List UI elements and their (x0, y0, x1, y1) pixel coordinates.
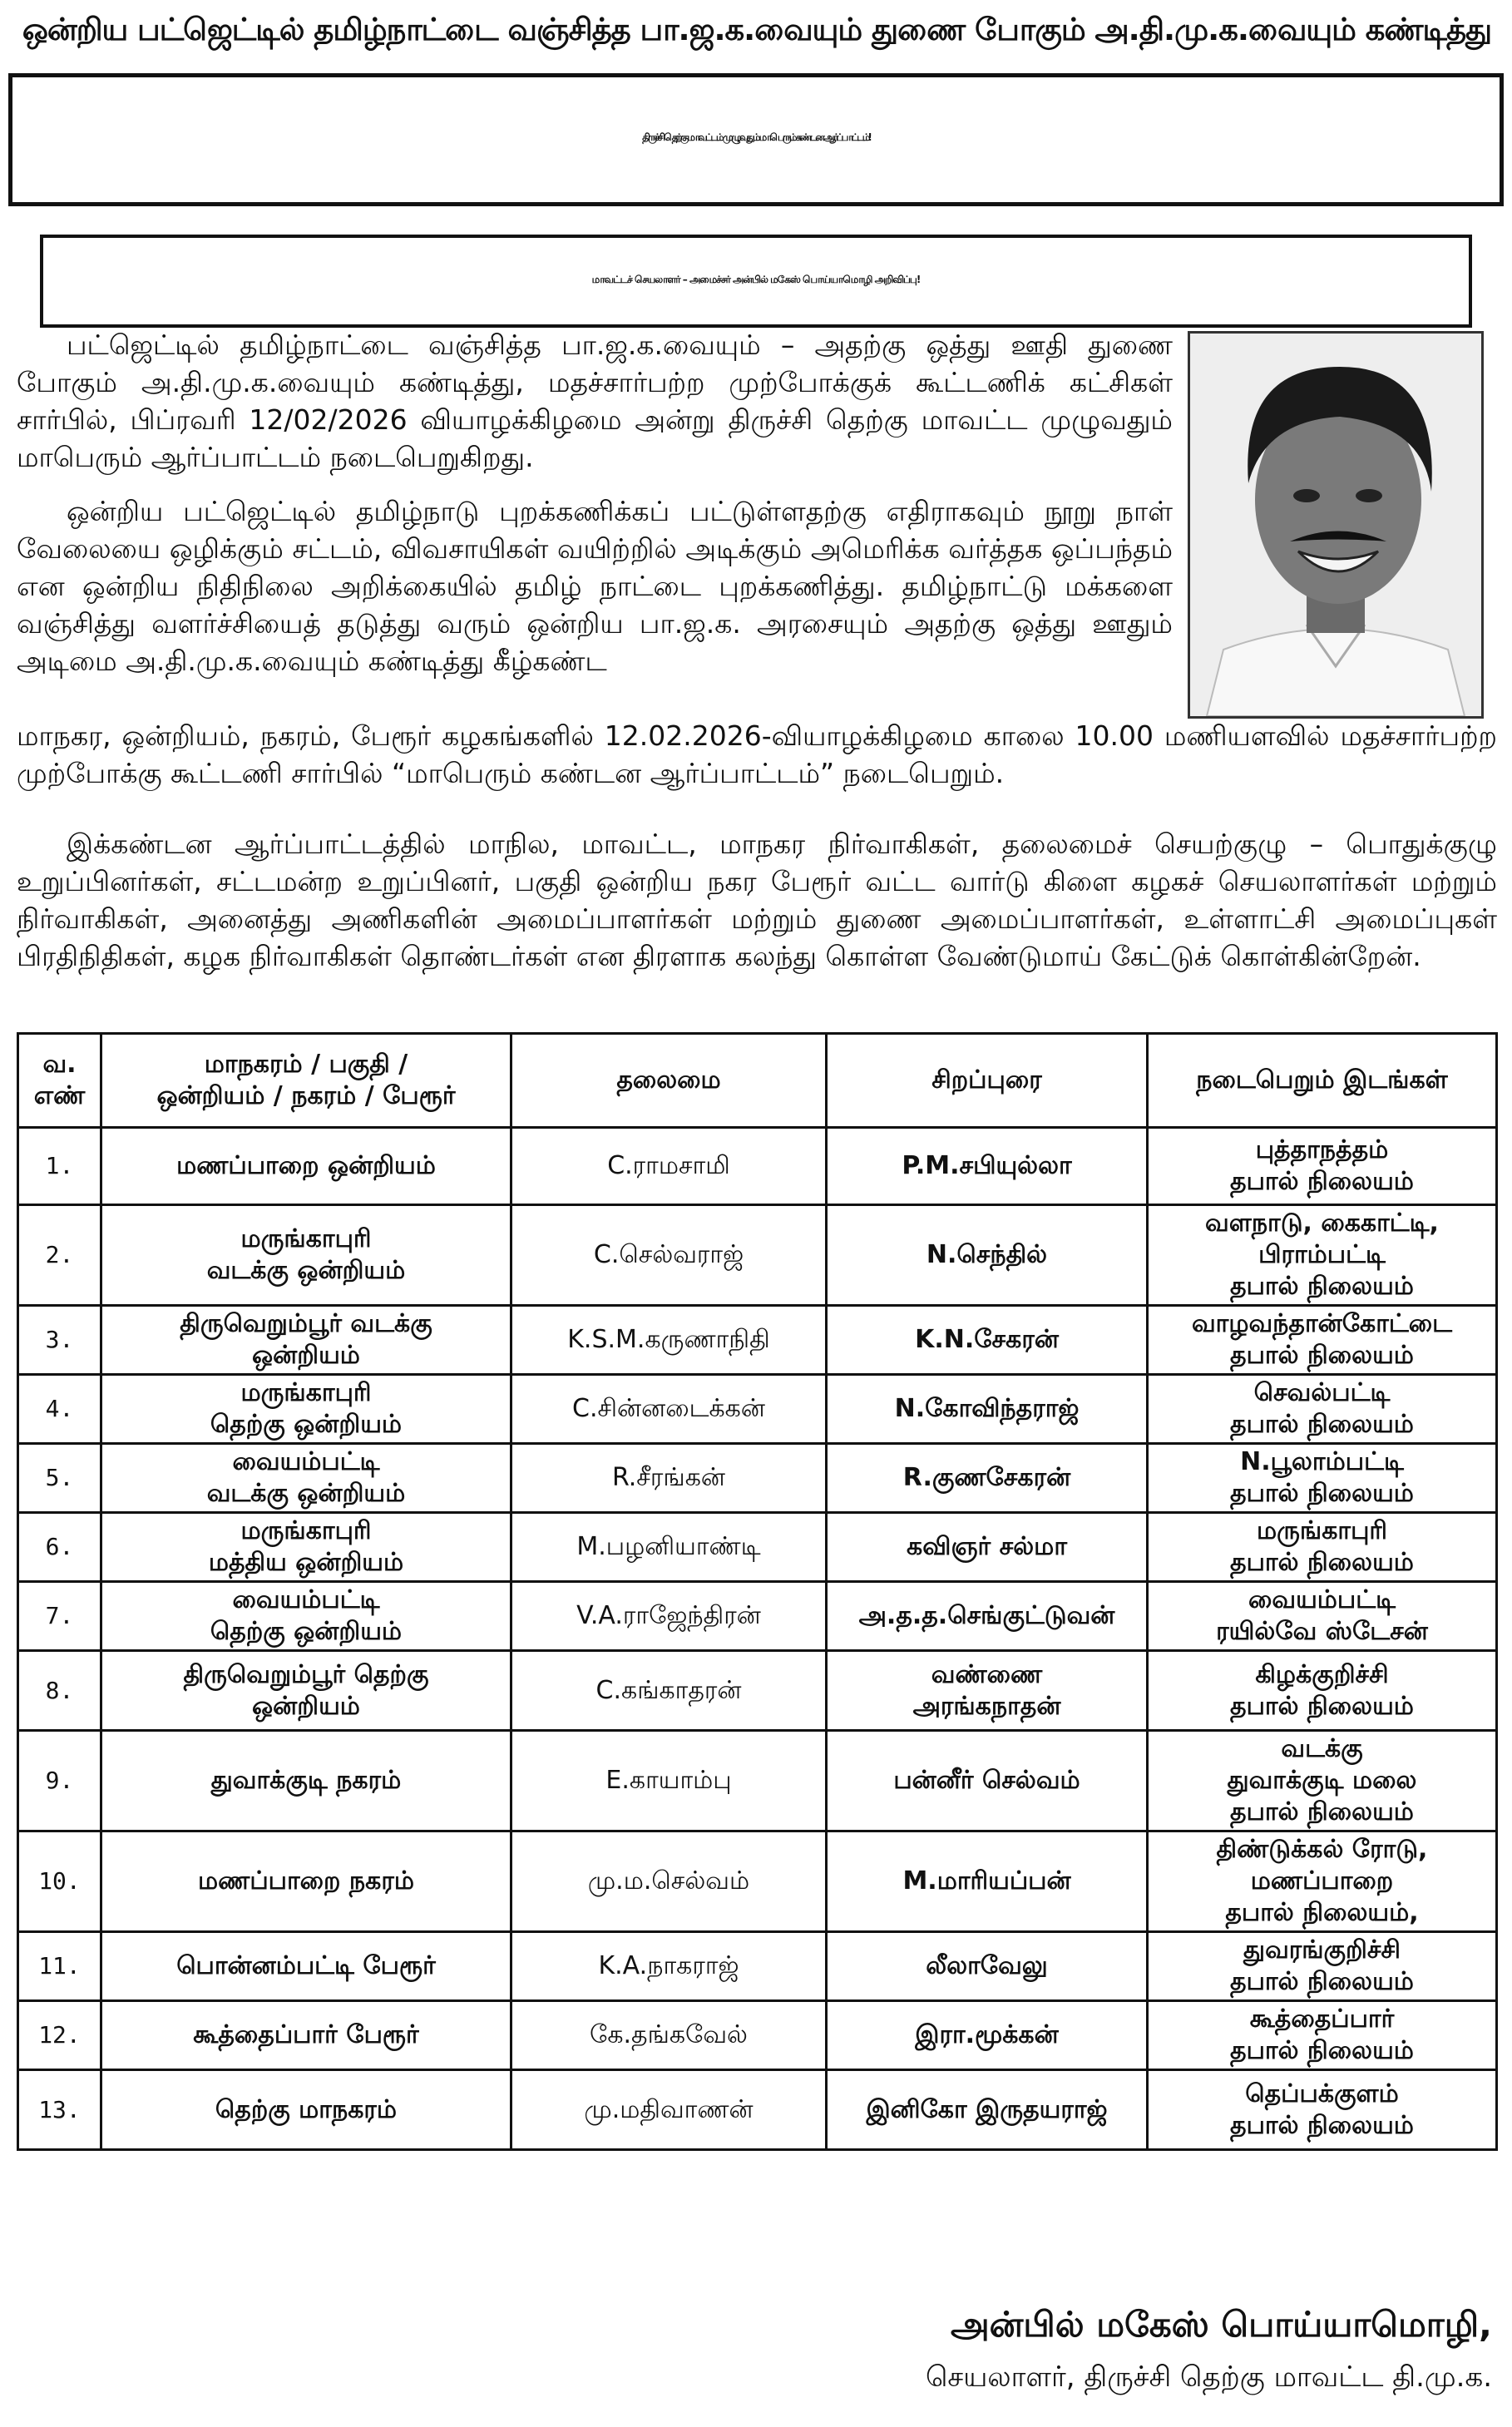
row-venue-line: தபால் நிலையம் (1230, 2036, 1414, 2065)
row-venue-line: ரயில்வே ஸ்டேசன் (1216, 1617, 1428, 1646)
row-venue-line: வையம்பட்டி (1248, 1585, 1396, 1614)
row-area (101, 1205, 511, 1306)
row-venue (1148, 1444, 1497, 1513)
header-speaker: சிறப்புரை (827, 1034, 1148, 1128)
header-venue: நடைபெறும் இடங்கள் (1148, 1034, 1497, 1128)
row-serial: 12. (18, 2001, 101, 2070)
row-area-line: ஒன்றியம் (252, 1341, 360, 1370)
table-row (18, 1513, 1497, 1582)
row-area-line: மருங்காபுரி (240, 1516, 372, 1545)
row-speaker-line: இனிகோ இருதயராஜ் (866, 2094, 1108, 2124)
row-venue-line: தபால் நிலையம், (1225, 1898, 1419, 1927)
row-venue (1148, 1651, 1497, 1731)
table-row (18, 2001, 1497, 2070)
row-speaker-line: லீலாவேலு (926, 1951, 1048, 1980)
row-speaker-line: R.குணசேகரன் (902, 1463, 1071, 1492)
reason-paragraph (17, 492, 1173, 680)
row-area-line: மருங்காபுரி (240, 1224, 372, 1253)
row-speaker (827, 1128, 1148, 1205)
row-area-line: வடக்கு ஒன்றியம் (206, 1479, 406, 1508)
row-venue-line: மருங்காபுரி (1256, 1516, 1387, 1545)
row-area (101, 2070, 511, 2150)
row-area (101, 1831, 511, 1932)
row-area-line: மருங்காபுரி (240, 1378, 372, 1407)
table-row (18, 1444, 1497, 1513)
row-area (101, 1375, 511, 1444)
row-venue-line: N.பூலாம்பட்டி (1240, 1447, 1404, 1476)
row-speaker-line: இரா.மூக்கன் (915, 2020, 1059, 2049)
row-speaker-line: N.செந்தில் (926, 1240, 1048, 1269)
row-area-line: மணப்பாறை நகரம் (198, 1866, 414, 1896)
row-venue (1148, 1205, 1497, 1306)
row-speaker (827, 2070, 1148, 2150)
row-venue-line: தபால் நிலையம் (1230, 1479, 1414, 1508)
row-venue-line: துவாக்குடி மலை (1227, 1766, 1417, 1795)
row-area (101, 1731, 511, 1831)
row-venue (1148, 1513, 1497, 1582)
row-area-line: வையம்பட்டி (232, 1447, 380, 1476)
row-venue-line: திண்டுக்கல் ரோடு, (1216, 1835, 1428, 1864)
intro-paragraph (17, 326, 1173, 476)
row-speaker-line: வண்ணை (931, 1659, 1043, 1689)
row-serial: 5. (18, 1444, 101, 1513)
row-area-line: மத்திய ஒன்றியம் (208, 1548, 404, 1577)
row-venue-line: மணப்பாறை (1250, 1866, 1394, 1896)
row-serial: 11. (18, 1932, 101, 2001)
row-speaker-line: M.மாரியப்பன் (902, 1866, 1071, 1896)
row-area-line: கூத்தைப்பார் பேரூர் (193, 2020, 419, 2049)
row-serial: 7. (18, 1582, 101, 1651)
row-area (101, 1582, 511, 1651)
row-speaker (827, 1831, 1148, 1932)
row-serial: 6. (18, 1513, 101, 1582)
row-venue-line: கிழக்குறிச்சி (1255, 1659, 1389, 1689)
row-area (101, 1513, 511, 1582)
intro-paragraph-text: பட்ஜெட்டில் தமிழ்நாட்டை வஞ்சித்த பா.ஜ.க.வையும் – அதற்கு ஒத்து ஊதி துணை போகும் அ.தி.மு.க.வையும் கண்டித்து, மதச்சார்பற்ற முற்போக்குக் கூட்டணிக் கட்சிகள் சார்பில், பிப்ரவரி 12/02/2026 வியாழக்கிழமை அன்று திருச்சி தெற்கு மாவட்ட முழுவதும் மாபெரும் ஆர்ப்பாட்டம் நடைபெறுகிறது. (17, 329, 1173, 473)
table-row (18, 1731, 1497, 1831)
table-row (18, 1932, 1497, 2001)
header-leader: தலைமை (511, 1034, 827, 1128)
row-venue-line: கூத்தைப்பார் (1249, 2004, 1395, 2034)
row-speaker (827, 1651, 1148, 1731)
row-venue-line: தபால் நிலையம் (1230, 1691, 1414, 1721)
row-venue (1148, 1831, 1497, 1932)
row-area-line: தெற்கு மாநகரம் (215, 2094, 398, 2124)
signatory-role: செயலாளர், திருச்சி தெற்கு மாவட்ட தி.மு.க. (925, 2360, 1492, 2394)
row-speaker (827, 1205, 1148, 1306)
row-leader: V.A.ராஜேந்திரன் (511, 1582, 827, 1651)
row-leader: கே.தங்கவேல் (511, 2001, 827, 2070)
row-speaker (827, 1932, 1148, 2001)
row-venue-line: தெப்பக்குளம் (1245, 2079, 1399, 2108)
row-venue-line: தபால் நிலையம் (1230, 2110, 1414, 2140)
row-leader: மு.மதிவாணன் (511, 2070, 827, 2150)
row-venue (1148, 1582, 1497, 1651)
row-venue-line: தபால் நிலையம் (1230, 1967, 1414, 1996)
row-area-line: ஒன்றியம் (252, 1691, 360, 1721)
row-leader: C.செல்வராஜ் (511, 1205, 827, 1306)
row-leader: C.ராமசாமி (511, 1128, 827, 1205)
row-area-line: வடக்கு ஒன்றியம் (206, 1256, 406, 1285)
row-venue-line: தபால் நிலையம் (1230, 1341, 1414, 1370)
row-speaker-line: பன்னீர் செல்வம் (893, 1766, 1080, 1795)
headline: திருச்சி தெற்கு மாவட்டம் முழுவதும் மாபெரும் கண்டன ஆர்ப்பாட்டம்! (8, 73, 1504, 206)
portrait-illustration (1190, 334, 1481, 716)
row-area-line: தெற்கு ஒன்றியம் (210, 1410, 403, 1439)
row-venue (1148, 2001, 1497, 2070)
row-venue-line: தபால் நிலையம் (1230, 1272, 1414, 1301)
row-area-line: பொன்னம்பட்டி பேரூர் (176, 1951, 436, 1980)
row-area-line: திருவெறும்பூர் வடக்கு (180, 1309, 432, 1338)
row-leader: மு.ம.செல்வம் (511, 1831, 827, 1932)
row-speaker (827, 1513, 1148, 1582)
row-venue-line: வடக்கு (1281, 1734, 1363, 1763)
table-row (18, 1128, 1497, 1205)
header-serial: வ. எண் (18, 1034, 101, 1128)
row-speaker-line: அரங்கநாதன் (912, 1691, 1061, 1721)
row-venue (1148, 1731, 1497, 1831)
table-row (18, 1651, 1497, 1731)
row-speaker (827, 1306, 1148, 1375)
row-venue-line: தபால் நிலையம் (1230, 1410, 1414, 1439)
row-serial: 4. (18, 1375, 101, 1444)
row-area-line: வையம்பட்டி (232, 1585, 380, 1614)
row-speaker (827, 1444, 1148, 1513)
schedule-paragraph: மாநகர, ஒன்றியம், நகரம், பேரூர் கழகங்களில் 12.02.2026-வியாழக்கிழமை காலை 10.00 மணியளவில் மதச்சார்பற்ற முற்போக்கு கூட்டணி சார்பில் “மாபெரும் கண்டன ஆர்ப்பாட்டம்” நடைபெறும். (17, 719, 1497, 789)
row-serial: 13. (18, 2070, 101, 2150)
top-banner-line: ஒன்றிய பட்ஜெட்டில் தமிழ்நாட்டை வஞ்சித்த பா.ஜ.க.வையும் துணை போகும் அ.தி.மு.க.வையும் கண்டித்து (22, 12, 1492, 47)
invitation-paragraph (17, 825, 1497, 975)
row-venue-line: தபால் நிலையம் (1230, 1797, 1414, 1826)
row-serial: 2. (18, 1205, 101, 1306)
row-area-line: துவாக்குடி நகரம் (210, 1766, 402, 1795)
row-serial: 3. (18, 1306, 101, 1375)
row-leader: K.A.நாகராஜ் (511, 1932, 827, 2001)
row-area (101, 1651, 511, 1731)
table-row (18, 1205, 1497, 1306)
row-venue-line: செவல்பட்டி (1253, 1378, 1391, 1407)
row-leader: C.சின்னடைக்கன் (511, 1375, 827, 1444)
row-venue-line: தபால் நிலையம் (1230, 1167, 1414, 1196)
row-leader: R.சீரங்கன் (511, 1444, 827, 1513)
row-leader: M.பழனியாண்டி (511, 1513, 827, 1582)
row-venue (1148, 1932, 1497, 2001)
row-venue-line: வாழவந்தான்கோட்டை (1191, 1309, 1453, 1338)
row-venue-line: துவரங்குறிச்சி (1243, 1935, 1401, 1965)
row-venue-line: தபால் நிலையம் (1230, 1548, 1414, 1577)
row-venue-line: புத்தாநத்தம் (1255, 1135, 1389, 1164)
row-venue (1148, 2070, 1497, 2150)
table-row (18, 1306, 1497, 1375)
row-area-line: தெற்கு ஒன்றியம் (210, 1617, 403, 1646)
subheadline: மாவட்டச் செயலாளர் – அமைச்சர் அன்பில் மகேஸ் பொய்யாமொழி அறிவிப்பு! (40, 235, 1472, 328)
row-area (101, 1128, 511, 1205)
row-venue-line: வளநாடு, கைகாட்டி, (1205, 1209, 1439, 1238)
row-area-line: மணப்பாறை ஒன்றியம் (176, 1151, 436, 1180)
row-serial: 9. (18, 1731, 101, 1831)
invitation-paragraph-text: இக்கண்டன ஆர்ப்பாட்டத்தில் மாநில, மாவட்ட, மாநகர நிர்வாகிகள், தலைமைச் செயற்குழு – பொதுக்குழு உறுப்பினர்கள், சட்டமன்ற உறுப்பினர், பகுதி ஒன்றிய நகர பேரூர் வட்ட வார்டு கிளை கழகச் செயலாளர்கள் மற்றும் நிர்வாகிகள், அனைத்து அணிகளின் அமைப்பாளர்கள் மற்றும் துணை அமைப்பாளர்கள், உள்ளாட்சி அமைப்புகள் பிரதிநிதிகள், கழக நிர்வாகிகள் தொண்டர்கள் என திரளாக கலந்து கொள்ள வேண்டுமாய் கேட்டுக் கொள்கின்றேன். (17, 828, 1497, 972)
table-row (18, 1831, 1497, 1932)
row-speaker (827, 1582, 1148, 1651)
row-speaker (827, 2001, 1148, 2070)
row-leader: C.கங்காதரன் (511, 1651, 827, 1731)
row-area (101, 2001, 511, 2070)
row-area (101, 1306, 511, 1375)
row-venue (1148, 1375, 1497, 1444)
table-row (18, 2070, 1497, 2150)
row-venue (1148, 1306, 1497, 1375)
row-serial: 10. (18, 1831, 101, 1932)
reason-paragraph-text: ஒன்றிய பட்ஜெட்டில் தமிழ்நாடு புறக்கணிக்கப் பட்டுள்ளதற்கு எதிராகவும் நூறு நாள் வேலையை ஒழிக்கும் சட்டம், விவசாயிகள் வயிற்றில் அடிக்கும் அமெரிக்க வர்த்தக ஒப்பந்தம் என ஒன்றிய நிதிநிலை அறிக்கையில் தமிழ் நாட்டை புறக்கணித்து. தமிழ்நாட்டு மக்களை வஞ்சித்து வளர்ச்சியைத் தடுத்து வரும் ஒன்றிய பா.ஜ.க. அரசையும் அதற்கு ஒத்து ஊதும் அடிமை அ.தி.மு.க.வையும் கண்டித்து கீழ்கண்ட (17, 495, 1173, 677)
row-speaker (827, 1731, 1148, 1831)
portrait-photo (1188, 331, 1484, 719)
row-speaker (827, 1375, 1148, 1444)
row-speaker-line: K.N.சேகரன் (915, 1325, 1059, 1354)
row-venue (1148, 1128, 1497, 1205)
row-speaker-line: அ.த.த.செங்குட்டுவன் (858, 1601, 1115, 1630)
row-serial: 8. (18, 1651, 101, 1731)
row-area-line: திருவெறும்பூர் தெற்கு (183, 1659, 429, 1689)
row-leader: K.S.M.கருணாநிதி (511, 1306, 827, 1375)
row-speaker-line: N.கோவிந்தராஜ் (894, 1394, 1080, 1423)
row-serial: 1. (18, 1128, 101, 1205)
row-leader: E.காயாம்பு (511, 1731, 827, 1831)
protest-schedule-table (17, 1032, 1498, 2151)
row-area (101, 1932, 511, 2001)
header-area: மாநகரம் / பகுதி / ஒன்றியம் / நகரம் / பேரூர் (101, 1034, 511, 1128)
row-speaker-line: P.M.சபியுல்லா (902, 1151, 1072, 1180)
signatory-name: அன்பில் மகேஸ் பொய்யாமொழி, (951, 2304, 1492, 2345)
table-row (18, 1375, 1497, 1444)
row-area (101, 1444, 511, 1513)
table-header-row (18, 1034, 1497, 1128)
row-venue-line: பிராம்பட்டி (1258, 1240, 1386, 1269)
table-row (18, 1582, 1497, 1651)
row-speaker-line: கவிஞர் சல்மா (907, 1532, 1067, 1561)
